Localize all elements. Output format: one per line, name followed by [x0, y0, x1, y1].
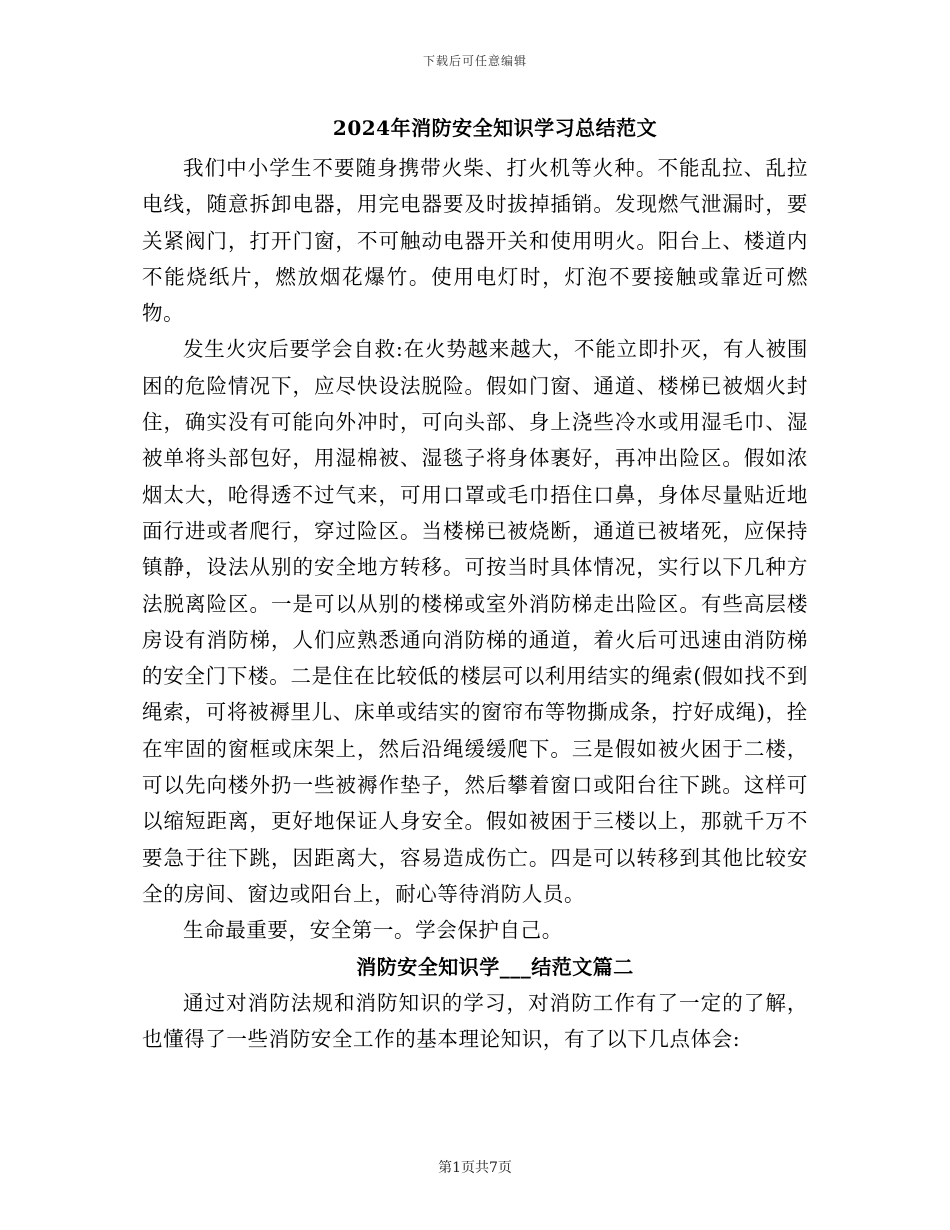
page-number: 第1页共7页 — [438, 1160, 512, 1176]
document-body — [142, 110, 808, 1057]
document-title: 2024年消防安全知识学习总结范文 — [332, 116, 658, 140]
section-title: 消防安全知识学___结范文篇二 — [356, 954, 634, 979]
paragraph-self-rescue: 发生火灾后要学会自救:在火势越来越大，不能立即扑灭，有人被围困的危险情况下，应尽快设法脱险。假如门窗、通道、楼梯已被烟火封住，确实没有可能向外冲时，可向头部、身上浇些冷水或用湿毛巾、湿被单将头部包好，用湿棉被、湿毯子将身体裹好，再冲出险区。假如浓烟太大，呛得透不过气来，可用口罩或毛巾捂住口鼻，身体尽量贴近地面行进或者爬行，穿过险区。当楼梯已被烧断，通道已被堵死，应保持镇静，设法从别的安全地方转移。可按当时具体情况，实行以下几种方法脱离险区。一是可以从别的楼梯或室外消防梯走出险区。有些高层楼房设有消防梯，人们应熟悉通向消防梯的通道，着火后可迅速由消防梯的安全门下楼。二是住在比较低的楼层可以利用结实的绳索(假如找不到绳索，可将被褥里儿、床单或结实的窗帘布等物撕成条，拧好成绳)，拴在牢固的窗框或床架上，然后沿绳缓缓爬下。三是假如被火困于二楼，可以先向楼外扔一些被褥作垫子，然后攀着窗口或阳台往下跳。这样可以缩短距离，更好地保证人身安全。假如被困于三楼以上，那就千万不要急于往下跳，因距离大，容易造成伤亡。四是可以转移到其他比较安全的房间、窗边或阳台上，耐心等待消防人员。 — [142, 337, 808, 906]
paragraph-conclusion: 生命最重要，安全第一。学会保护自己。 — [183, 918, 563, 943]
paragraph-fire-prevention: 我们中小学生不要随身携带火柴、打火机等火种。不能乱拉、乱拉电线，随意拆卸电器，用完电器要及时拔掉插销。发现燃气泄漏时，要关紧阀门，打开门窗，不可触动电器开关和使用明火。阳台上、楼道内不能烧纸片，燃放烟花爆竹。使用电灯时，灯泡不要接触或靠近可燃物。 — [142, 156, 808, 326]
section-paragraph: 通过对消防法规和消防知识的学习，对消防工作有了一定的了解，也懂得了一些消防安全工作的基本理论知识，有了以下几点体会: — [142, 990, 808, 1052]
page-header-note: 下载后可任意编辑 — [422, 54, 527, 68]
